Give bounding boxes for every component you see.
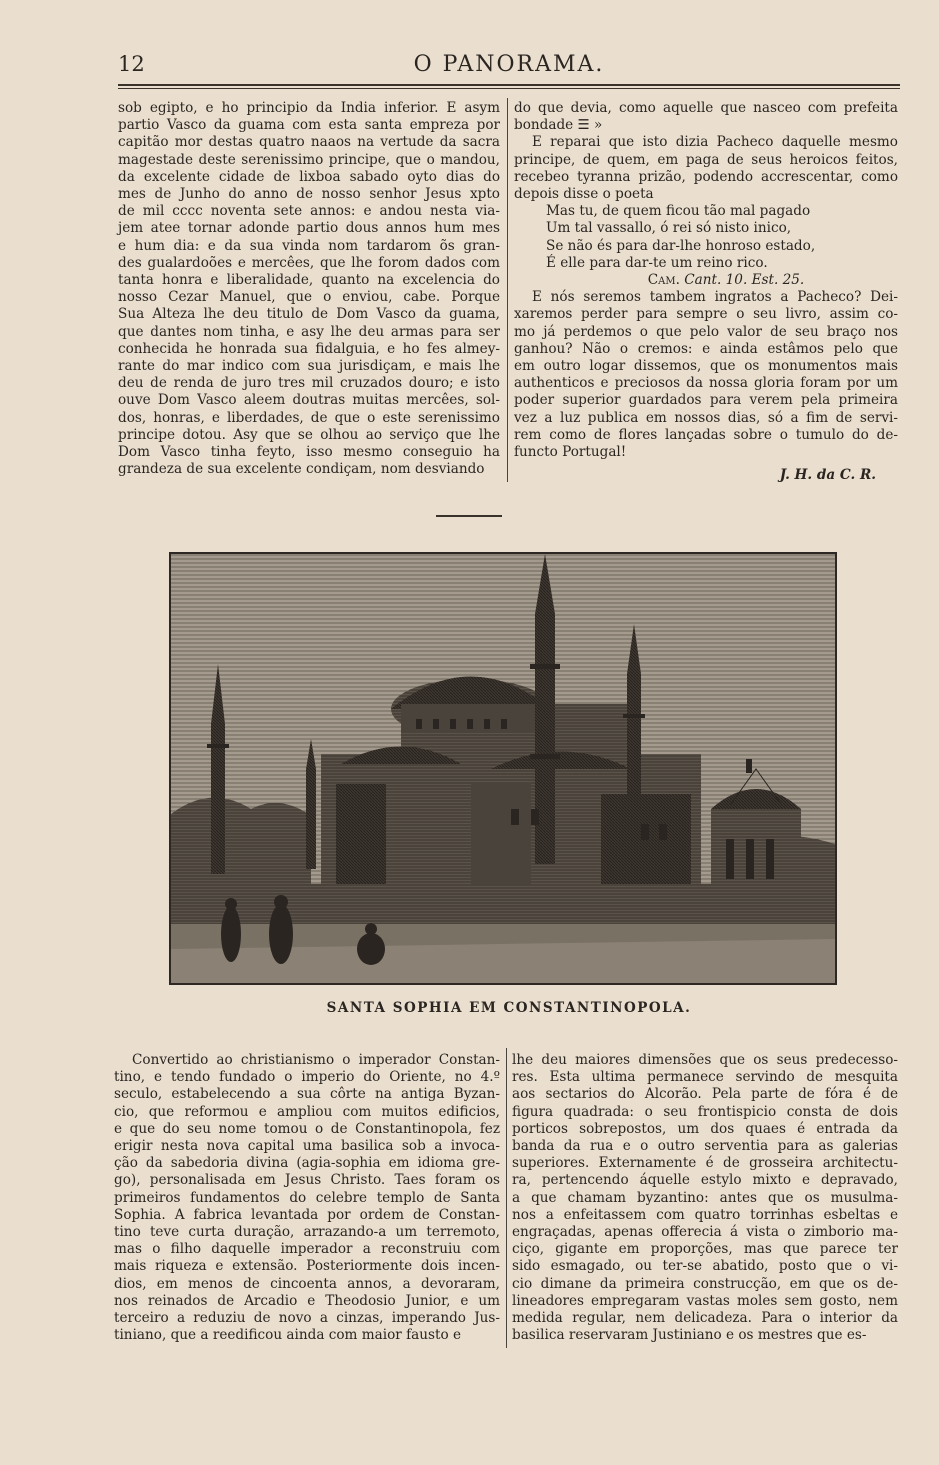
text-line: mes de Junho do anno de nosso senhor Jesus xpto [118, 186, 500, 203]
page-header [118, 52, 900, 84]
verse-line: Mas tu, de quem ficou tão mal pagado [546, 203, 811, 220]
text-line: res. Esta ultima permanece servindo de mesquita [512, 1069, 898, 1086]
text-line: poder superior guardados para verem pela primeira [514, 392, 898, 409]
header-rule [118, 84, 900, 86]
text-line: nos a enfeitassem com quatro torrinhas esbeltas e [512, 1206, 898, 1223]
author-signature: J. H. da C. R. [779, 467, 876, 484]
journal-title: O PANORAMA. [413, 52, 605, 77]
text-line: porticos sobrepostos, um dos quaes é entrada da [512, 1120, 898, 1137]
text-line: primeiros fundamentos do celebre templo de Santa [114, 1189, 500, 1206]
text-line: grandeza de sua excelente condiçam, nom desviando [118, 461, 485, 478]
text-line: ouve Dom Vasco aleem doutras muitas mercêes, sol- [118, 392, 500, 409]
top-right-column [514, 100, 898, 484]
column-divider-bottom [506, 1048, 507, 1348]
text-line: tino, e tendo fundado o imperio do Oriente, no 4.º [114, 1069, 500, 1086]
text-line: basilica reservaram Justiniano e os mestres que es- [512, 1327, 867, 1344]
citation-author: Cam. [647, 272, 680, 289]
text-line: ciço, gigante em proporções, mas que parece ter [512, 1241, 898, 1258]
text-line: jem atee tornar adonde partio dous annos hum mes [118, 220, 500, 237]
text-line: Sua Alteza lhe deu titulo de Dom Vasco da guama, [118, 306, 500, 323]
text-line: E nós seremos tambem ingratos a Pacheco? Dei- [532, 289, 898, 306]
text-line: figura quadrada: o seu frontispicio consta de dois [512, 1103, 898, 1120]
text-line: tanta honra e liberalidade, quanto na excelencia do [118, 272, 500, 289]
text-line: dos, honras, e liberdades, de que o este serenissimo [118, 409, 500, 426]
text-line: superiores. Externamente é de grosseira architectu- [512, 1155, 898, 1172]
text-line: tiniano, que a reedificou ainda com maior fausto e [114, 1327, 461, 1344]
bottom-right-column [512, 1052, 898, 1344]
text-line: nosso Cezar Manuel, que o enviou, cabe. Porque [118, 289, 500, 306]
text-line: E reparai que isto dizia Pacheco daquelle mesmo [532, 134, 898, 151]
text-line: rante do mar indico com sua jurisdiçam, e mais lhe [118, 358, 500, 375]
text-line: aos sectarios do Alcorão. Pela parte de fóra é de [512, 1086, 898, 1103]
text-line: de mil cccc noventa sete annos: e andou nesta via- [118, 203, 500, 220]
text-line: recebeo tyranna prizão, podendo accrescentar, como [514, 168, 898, 185]
text-line: cio dimane da primeira construcção, em que os de- [512, 1275, 898, 1292]
text-line: principe dotou. Asy que se olhou ao serviço que lhe [118, 426, 500, 443]
text-line: erigir nesta nova capital uma basilica sob a invoca- [114, 1138, 500, 1155]
text-line: partio Vasco da guama com esta santa empreza por [118, 117, 500, 134]
text-line: lineadores empregaram vastas moles sem gosto, nem [512, 1292, 898, 1309]
text-line: da excelente cidade de lixboa sabado oyto dias do [118, 168, 500, 185]
text-line: depois disse o poeta [514, 186, 654, 203]
text-line: banda da rua e o outro serventia para as galerias [512, 1138, 898, 1155]
header-rule-thin [118, 88, 900, 89]
poem-citation [554, 272, 898, 289]
text-line: des gualardoões e mercêes, que lhe forom dados com [118, 254, 500, 271]
bottom-left-column [114, 1052, 500, 1344]
text-line: sob egipto, e ho principio da India inferior. E asym [118, 100, 500, 116]
text-line: seculo, estabelecendo a sua côrte na antiga Byzan- [114, 1086, 500, 1103]
text-line: ganhou? Não o cremos: e ainda estâmos pelo que [514, 340, 898, 357]
poem-verse [546, 203, 898, 272]
text-line: e que do seu nome tomou o de Constantinopola, fez [114, 1120, 500, 1137]
citation-reference: Cant. 10. Est. 25. [684, 272, 805, 289]
text-line: sido esmagado, ou ter-se abatido, posto que o vi- [512, 1258, 898, 1275]
text-line: rem como de flores lançadas sobre o tumulo do de- [514, 426, 898, 443]
text-line: tino teve curta duração, arrazando-a um terremoto, [114, 1224, 500, 1241]
text-line: lhe deu maiores dimensões que os seus predecesso- [512, 1052, 898, 1068]
text-line: terceiro a reduziu de novo a cinzas, imperando Jus- [114, 1310, 500, 1327]
text-line: nos reinados de Arcadio e Theodosio Junior, e um [114, 1292, 500, 1309]
section-separator [436, 515, 502, 517]
text-line: mas o filho daquelle imperador a reconstruiu com [114, 1241, 500, 1258]
text-line: em outro logar dissemos, que os monumentos mais [514, 358, 898, 375]
top-left-column [118, 100, 500, 478]
text-line: do que devia, como aquelle que nasceo com prefeita [514, 100, 898, 116]
text-line: mo já perdemos o que pelo valor de seu braço nos [514, 323, 898, 340]
text-line: conhecida he honrada sua fidalguia, e ho fes almey- [118, 340, 500, 357]
text-line: functo Portugal! [514, 444, 627, 461]
text-line: ção da sabedoria divina (agia-sophia em idioma gre- [114, 1155, 500, 1172]
verse-line: É elle para dar-te um reino rico. [546, 254, 768, 271]
text-line: go), personalisada em Jesus Christo. Taes foram os [114, 1172, 500, 1189]
text-line: Dom Vasco tinha feyto, isso mesmo conseguio ha [118, 444, 500, 461]
text-line: magestade deste serenissimo principe, que o mandou, [118, 151, 500, 168]
text-line: a que chamam byzantino: antes que os musulma- [512, 1189, 898, 1206]
text-line: mais riqueza e extensão. Posteriormente dois incen- [114, 1258, 500, 1275]
text-line: principe, de quem, em paga de seus heroicos feitos, [514, 151, 898, 168]
text-line: vez a luz publica em nossos dias, só a fim de servi- [514, 409, 898, 426]
text-line: capitão mor destas quatro naaos na vertude da sacra [118, 134, 500, 151]
page-number: 12 [118, 52, 145, 76]
verse-line: Se não és para dar-lhe honroso estado, [546, 237, 816, 254]
text-line: xaremos perder para sempre o seu livro, assim co- [514, 306, 898, 323]
column-divider-top [507, 98, 508, 482]
text-line: deu de renda de juro tres mil cruzados douro; e isto [118, 375, 500, 392]
engraving-hagia-sophia [169, 552, 837, 985]
text-line: Convertido ao christianismo o imperador Constan- [132, 1052, 500, 1068]
text-line: e hum dia: e da sua vinda nom tardarom õs gran- [118, 237, 500, 254]
text-line: ra, pertencendo áquelle estylo mixto e depravado, [512, 1172, 898, 1189]
verse-line: Um tal vassallo, ó rei só nisto inico, [546, 220, 792, 237]
text-line: medida regular, nem delicadeza. Para o interior da [512, 1310, 898, 1327]
text-line: cio, que reformou e ampliou com muitos edificios, [114, 1103, 500, 1120]
text-line: bondade ☰ » [514, 117, 603, 134]
engraving-illustration [171, 554, 835, 983]
text-line: dios, em menos de cincoenta annos, a devoraram, [114, 1275, 500, 1292]
text-line: Sophia. A fabrica levantada por ordem de Constan- [114, 1206, 500, 1223]
text-line: que dantes nom tinha, e asy lhe deu armas para ser [118, 323, 500, 340]
figure-caption: SANTA SOPHIA EM CONSTANTINOPOLA. [326, 1000, 692, 1016]
text-line: engraçadas, apenas offerecia á vista o zimborio ma- [512, 1224, 898, 1241]
text-line: authenticos e preciosos da nossa gloria foram por um [514, 375, 898, 392]
